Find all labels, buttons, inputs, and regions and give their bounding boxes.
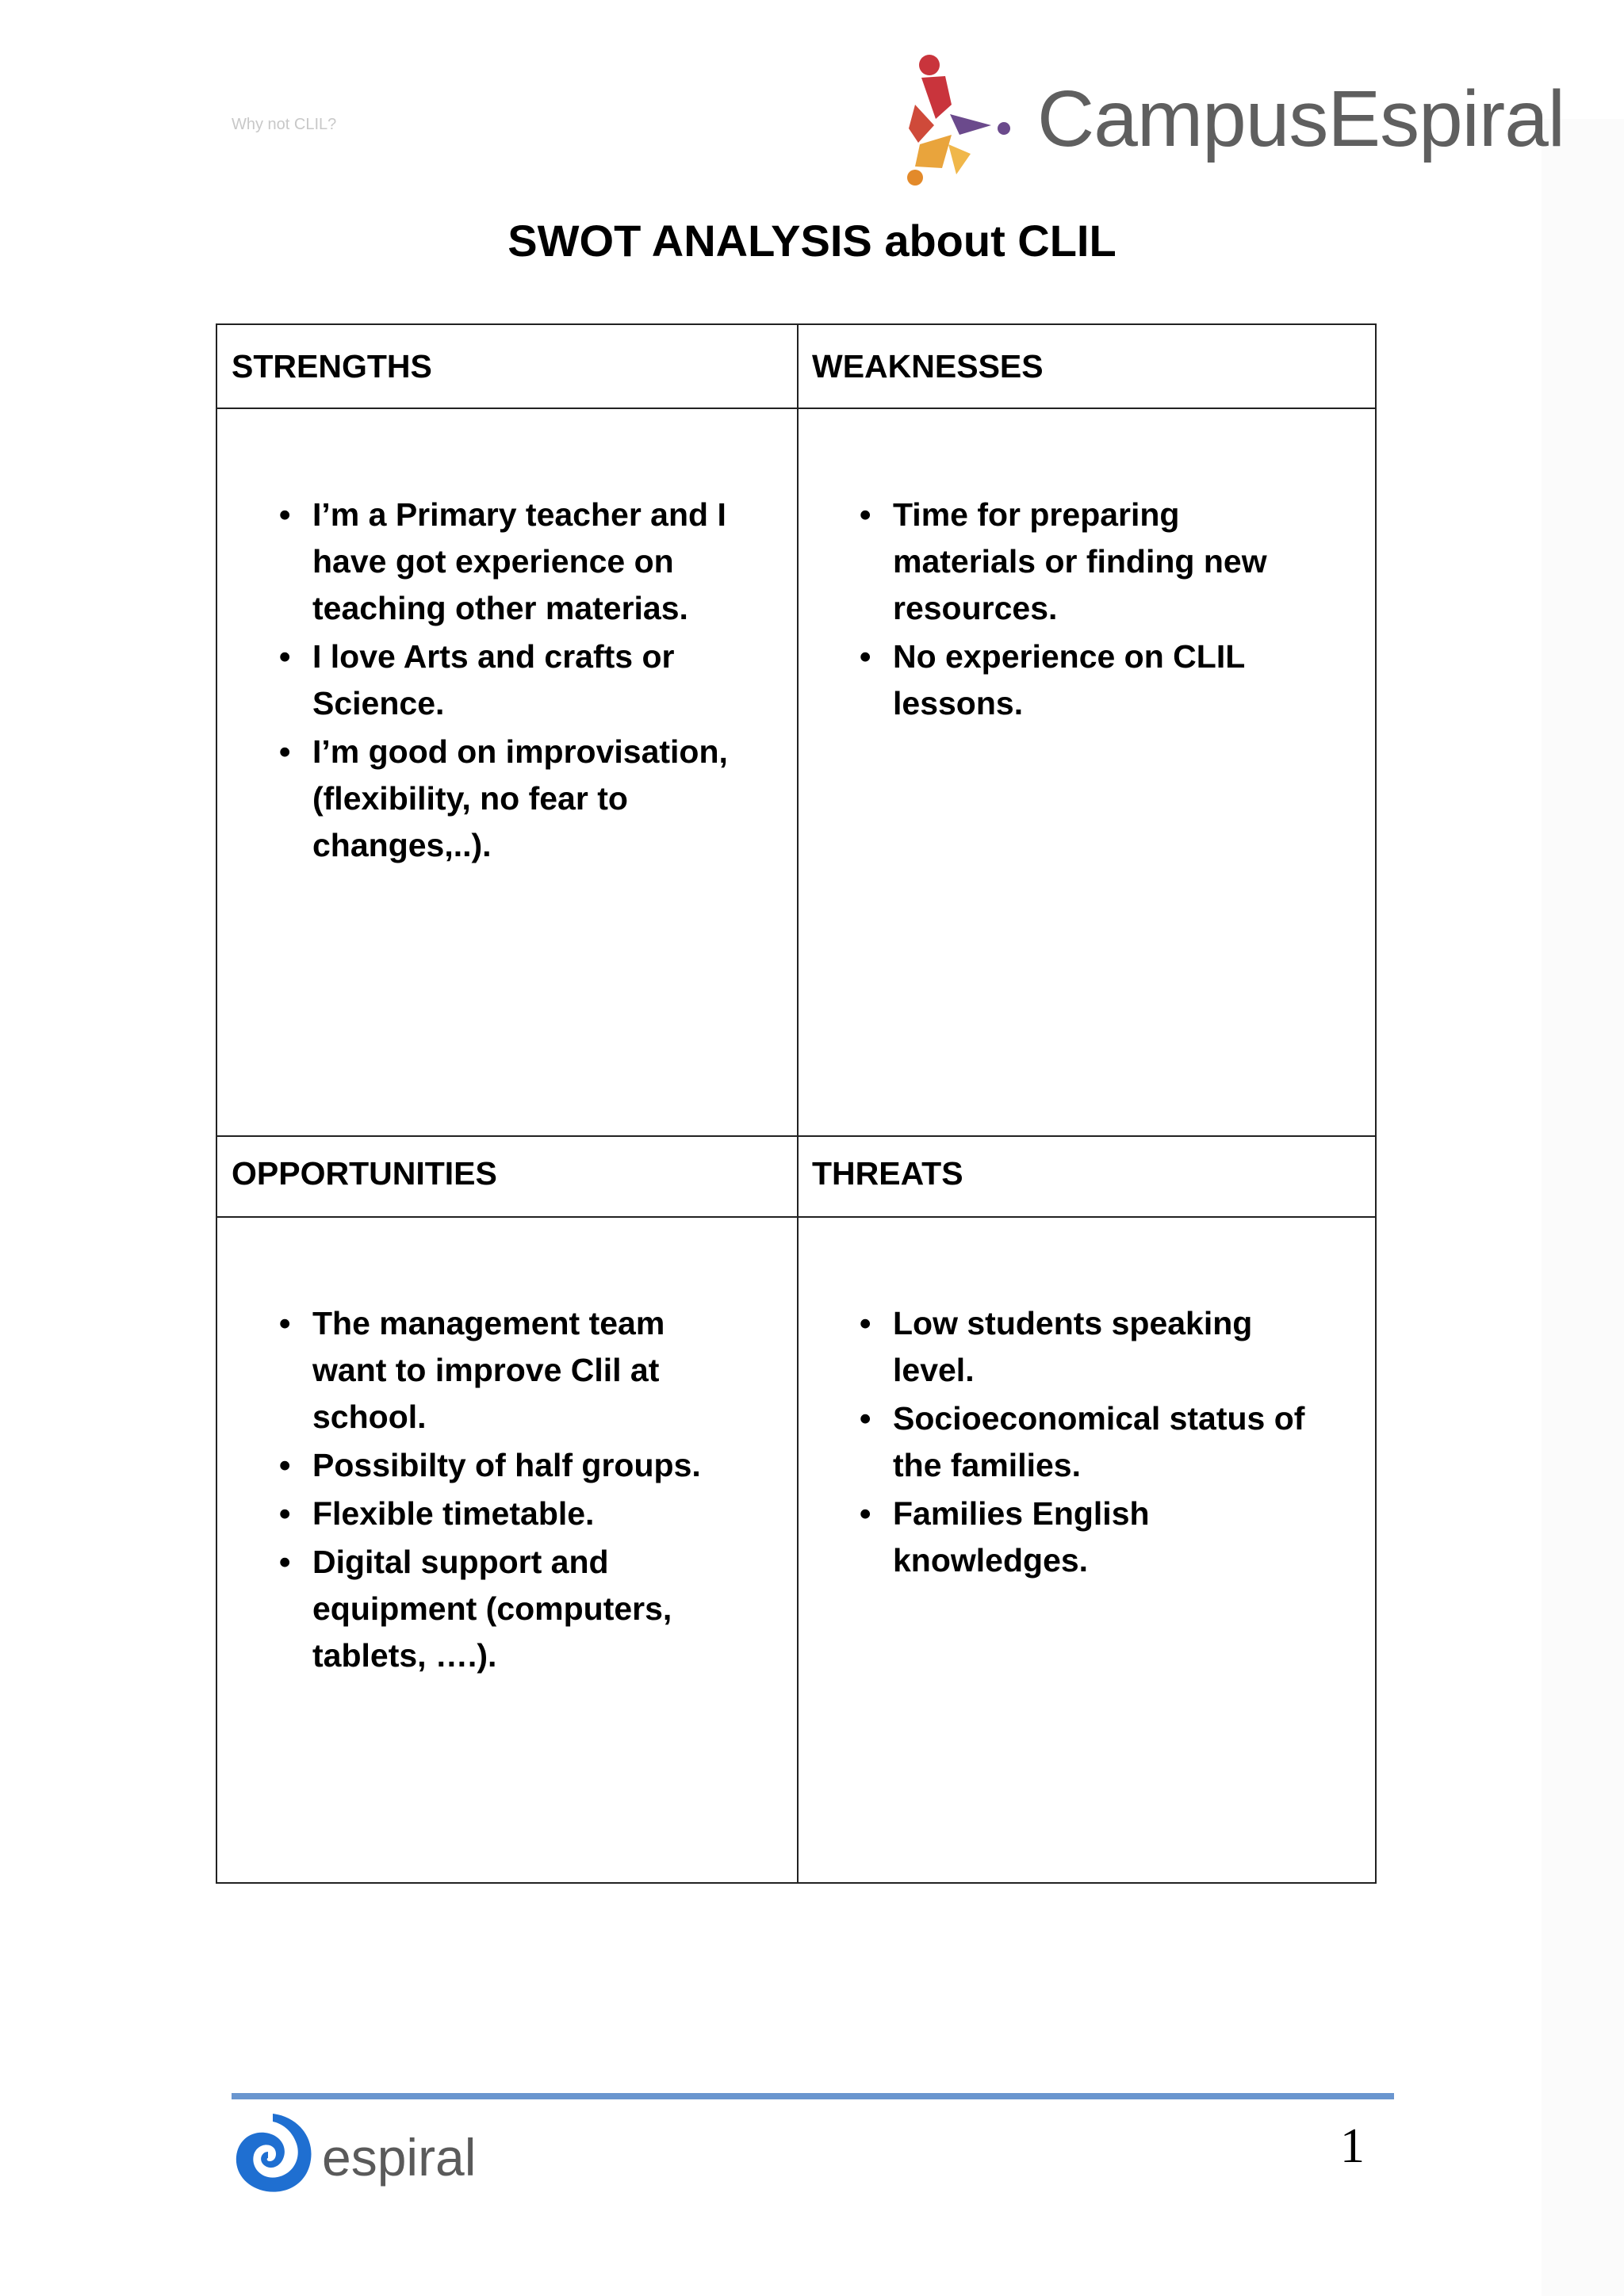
opportunities-item: • Possibilty of half groups. <box>217 1442 733 1489</box>
espiral-spiral-icon <box>232 2109 319 2196</box>
strengths-list <box>217 492 733 869</box>
weaknesses-list <box>798 492 1313 727</box>
campus-espiral-logo-icon <box>904 49 1039 192</box>
strengths-item: • I’m a Primary teacher and I have got experience on teaching other materias. <box>217 492 733 632</box>
strengths-item: • I love Arts and crafts or Science. <box>217 633 733 727</box>
campus-espiral-logo <box>904 49 1565 192</box>
opportunities-item: • Digital support and equipment (computers, tablets, ….). <box>217 1539 733 1679</box>
opportunities-list <box>217 1300 733 1679</box>
threats-item: • Families English knowledges. <box>798 1490 1313 1584</box>
footer-rule <box>232 2093 1394 2099</box>
threats-list-cell <box>798 1300 1313 1586</box>
espiral-logo <box>232 2109 485 2196</box>
page-number: 1 <box>1340 2119 1365 2173</box>
page-edge-shadow <box>1542 119 1624 2296</box>
weaknesses-list-cell <box>798 492 1313 729</box>
threats-list <box>798 1300 1313 1584</box>
threats-item: • Socioeconomical status of the families. <box>798 1395 1313 1489</box>
threats-heading: THREATS <box>812 1155 963 1192</box>
strengths-list-cell <box>217 492 733 871</box>
document-title: SWOT ANALYSIS about CLIL <box>508 216 1116 266</box>
table-row-divider <box>217 1216 1375 1218</box>
running-head: Why not CLIL? <box>232 116 337 133</box>
strengths-heading: STRENGTHS <box>232 348 432 385</box>
opportunities-item: • The management team want to improve Clil at school. <box>217 1300 733 1441</box>
table-row-divider <box>217 1135 1375 1137</box>
weaknesses-heading: WEAKNESSES <box>812 348 1044 385</box>
opportunities-heading: OPPORTUNITIES <box>232 1155 497 1192</box>
campus-espiral-logo-text: CampusEspiral <box>1037 75 1565 163</box>
threats-item: • Low students speaking level. <box>798 1300 1313 1394</box>
weaknesses-item: • No experience on CLIL lessons. <box>798 633 1313 727</box>
swot-table <box>216 323 1377 1884</box>
strengths-item: • I’m good on improvisation, (flexibility, no fear to changes,..). <box>217 729 733 869</box>
opportunities-item: • Flexible timetable. <box>217 1490 733 1537</box>
weaknesses-item: • Time for preparing materials or finding new resources. <box>798 492 1313 632</box>
espiral-logo-text: espiral <box>322 2128 477 2187</box>
opportunities-list-cell <box>217 1300 733 1681</box>
table-row-divider <box>217 408 1375 409</box>
